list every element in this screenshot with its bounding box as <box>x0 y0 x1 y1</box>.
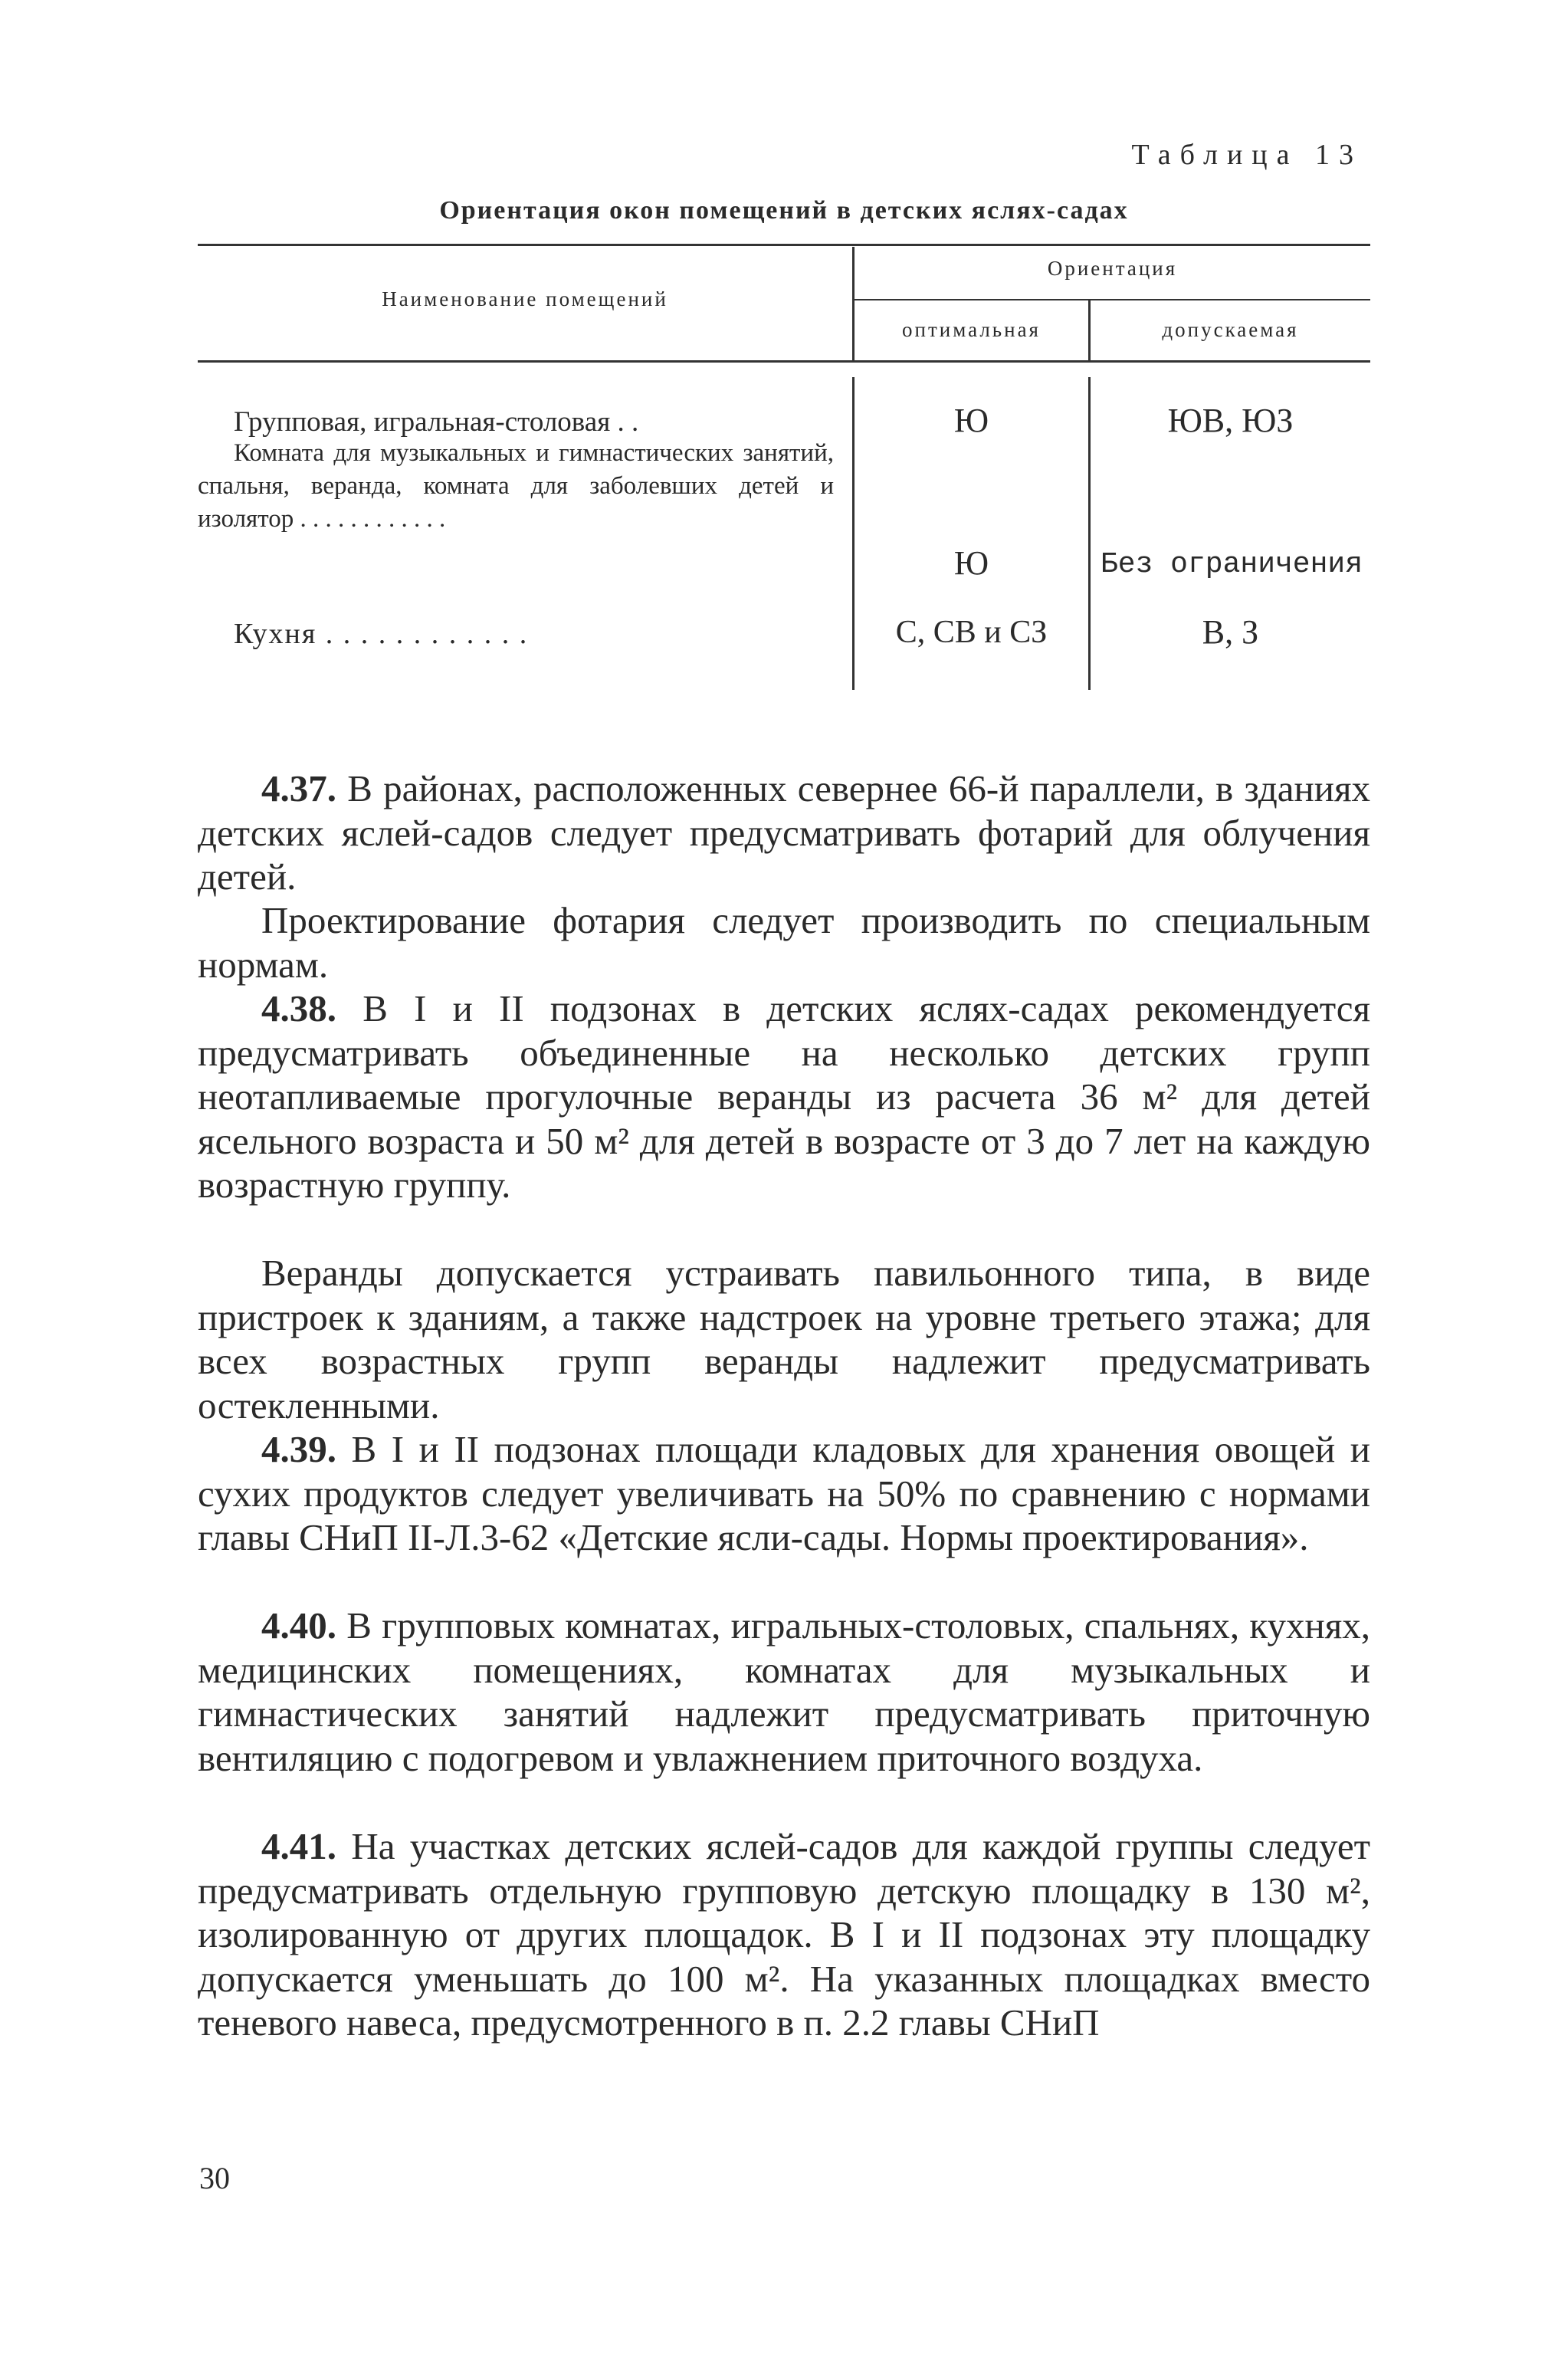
paragraph-verandas <box>198 1251 1370 1427</box>
clause-number: 4.38. <box>261 987 336 1029</box>
paragraph-text: Веранды допускается устраивать павильонного типа, в виде пристроек к зданиям, а также надстроек на уровне третьего этажа; для всех возрастных групп веранды надлежит предусматривать остекленными. <box>198 1252 1370 1427</box>
paragraph-text: В районах, расположенных севернее 66-й параллели, в зданиях детских яслей-садов следует предусматривать фотарий для облучения детей. <box>198 767 1370 898</box>
table-row-3-optimal: С, СВ и СЗ <box>895 615 1048 650</box>
paragraph-4-39 <box>198 1427 1370 1560</box>
paragraph-4-40 <box>198 1604 1370 1780</box>
table-row-3-allowed: В, З <box>1202 613 1259 651</box>
table-row-1-name: Групповая, игральная-столовая . . <box>234 406 639 438</box>
paragraph-text: На участках детских яслей-садов для каждой группы следует предусматривать отдельную групповую детскую площадку в 130 м², изолированную от других площадок. В I и II подзонах эту площадку допускается уменьшать до 100 м². На указанных площадках вместо теневого навеса, предусмотренного в п. 2.2 главы СНиП <box>198 1825 1370 2044</box>
paragraph-4-38 <box>198 987 1370 1207</box>
table-row-3-name: Кухня . . . . . . . . . . . . <box>234 618 529 650</box>
table-row-2-name: Комната для музыкальных и гимнастических занятий, спальня, веранда, комната для заболевших детей и изолятор . . . . . . . . . . . . <box>198 439 834 533</box>
header-orientation: Ориентация <box>1047 257 1178 280</box>
paragraph-photarium <box>198 898 1370 987</box>
paragraph-text: В групповых комнатах, игральных-столовых, спальнях, кухнях, медицинских помещениях, комнатах для музыкальных и гимнастических занятий надлежит предусматривать приточную вентиляцию с подогревом и увлажнением приточного воздуха. <box>198 1604 1370 1779</box>
paragraph-text: В I и II подзонах площади кладовых для хранения овощей и сухих продуктов следует увеличивать на 50% по сравнению с нормами главы СНиП II-Л.3-62 «Детские ясли-сады. Нормы проектирования». <box>198 1428 1370 1558</box>
clause-number: 4.40. <box>261 1604 336 1646</box>
table-row-1-optimal: Ю <box>953 402 989 439</box>
table-row-2-allowed: Без ограничения <box>1100 548 1363 581</box>
clause-number: 4.39. <box>261 1428 336 1470</box>
paragraph-text: Проектирование фотария следует производить по специальным нормам. <box>198 899 1370 986</box>
page-number: 30 <box>199 2161 230 2195</box>
header-sub-rule <box>852 299 1370 300</box>
table-title: Ориентация окон помещений в детских яслях-садах <box>439 196 1129 225</box>
paragraph-4-37 <box>198 767 1370 899</box>
header-optimal: оптимальная <box>902 318 1041 341</box>
header-name: Наименование помещений <box>382 287 668 310</box>
table-top-rule <box>198 244 1370 246</box>
header-bottom-rule <box>198 360 1370 363</box>
clause-number: 4.41. <box>261 1825 336 1867</box>
clause-number: 4.37. <box>261 767 336 809</box>
header-allowed: допускаемая <box>1162 318 1299 341</box>
table-label: Таблица 13 <box>1131 139 1363 171</box>
paragraph-text: В I и II подзонах в детских яслях-садах рекомендуется предусматривать объединенные на несколько детских групп неотапливаемые прогулочные веранды из расчета 36 м² для детей ясельного возраста и 50 м² для детей в возрасте от 3 до 7 лет на каждую возрастную группу. <box>198 987 1370 1206</box>
table-row-1-allowed: ЮВ, ЮЗ <box>1167 402 1294 439</box>
paragraph-4-41 <box>198 1824 1370 2045</box>
table-row-2-optimal: Ю <box>953 544 989 582</box>
